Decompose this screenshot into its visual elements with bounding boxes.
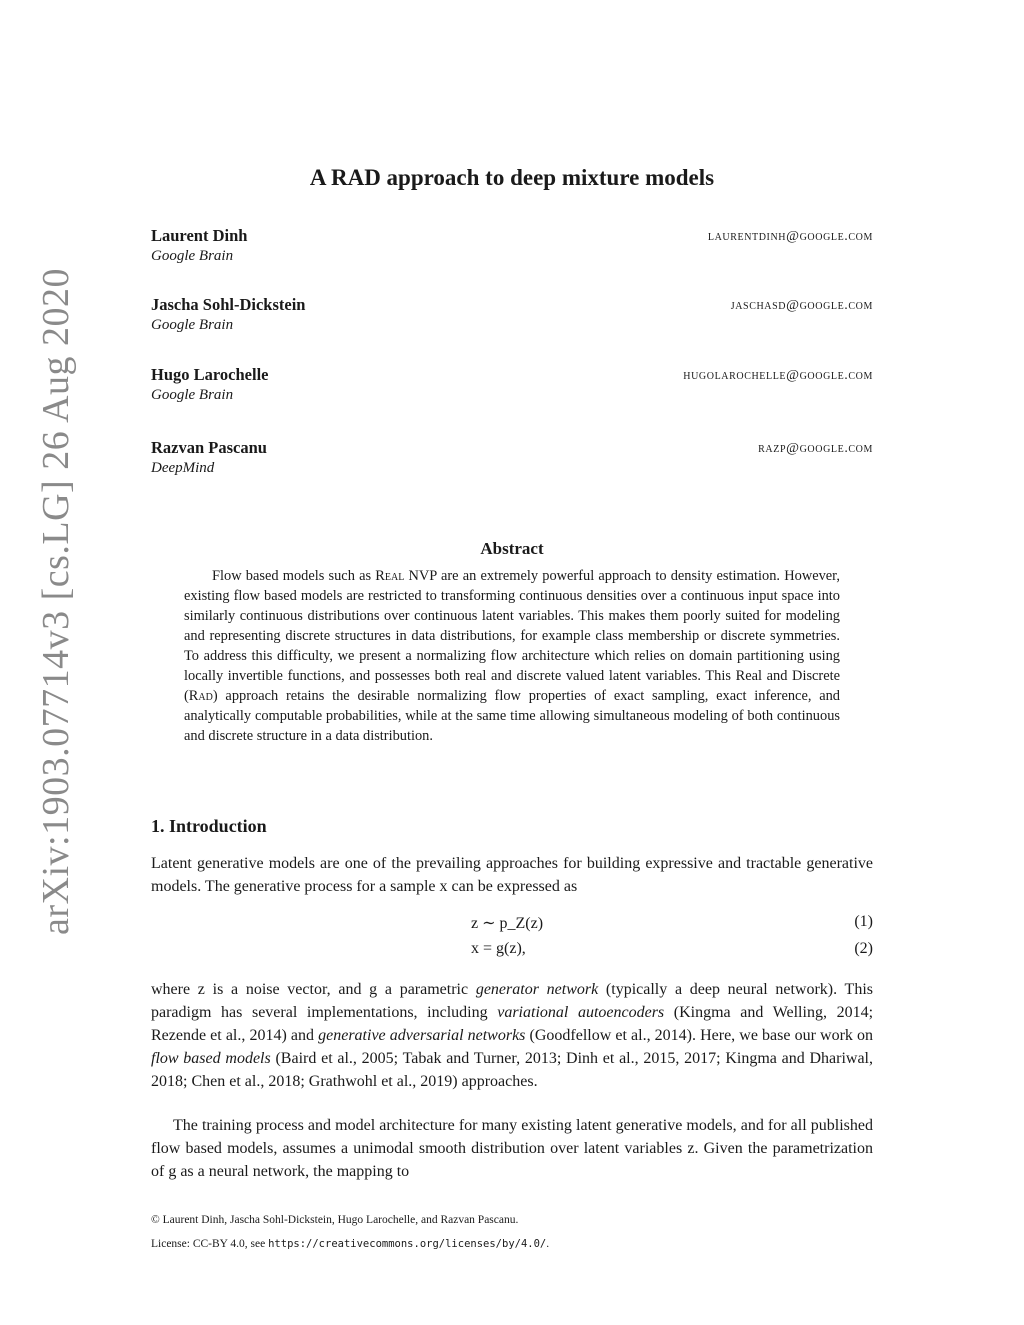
author-email[interactable]: hugolarochelle@google.com [683, 368, 873, 383]
author-affiliation: DeepMind [151, 460, 215, 476]
author-name: Laurent Dinh [151, 226, 248, 245]
author-affiliation: Google Brain [151, 248, 234, 264]
equation-number: (1) [854, 913, 873, 930]
abstract-text: Flow based models such as Real NVP are an extremely powerful approach to density estimation. However, existing flow based models are restricted to transforming continuous densities over a continuous input space into similarly continuous distributions over continuous latent variables. This makes them poorly suited for modeling and representing discrete structures in data distributions, for example class membership or discrete symmetries. To address this difficulty, we present a normalizing flow architecture which relies on domain partitioning using locally invertible functions, and possesses both real and discrete valued latent variables. This Real and Discrete (Rad) approach retains the desirable normalizing flow properties of exact sampling, exact inference, and analytically computable probabilities, while at the same time allowing simultaneous modeling of both continuous and discrete structure in a data distribution. [184, 568, 840, 744]
author-affiliation: Google Brain [151, 317, 234, 333]
paper-title: A RAD approach to deep mixture models [309, 165, 715, 190]
section-heading: 1. Introduction [151, 816, 267, 836]
abstract-heading: Abstract [480, 539, 544, 558]
author-block [151, 438, 873, 477]
body-paragraph: where z is a noise vector, and g a parametric generator network (typically a deep neural network). This paradigm has several implementations, including variational autoencoders (Kingma and Welling, 2014; Rezende et al., 2014) and generative adversarial networks (Goodfellow et al., 2014). Here, we base our work on flow based models (Baird et al., 2005; Tabak and Turner, 2013; Dinh et al., 2015, 2017; Kingma and Dhariwal, 2018; Chen et al., 2018; Grathwohl et al., 2019) approaches. [151, 981, 874, 1090]
equation-2 [151, 940, 873, 962]
intro-paragraph: Latent generative models are one of the prevailing approaches for building expressive and tractable generative models. The generative process for a sample x can be expressed as [151, 855, 873, 895]
author-block [151, 365, 873, 404]
equation-number: (2) [854, 940, 873, 957]
body-paragraph: The training process and model architecture for many existing latent generative models, and for all published flow based models, assumes a unimodal smooth distribution over latent variables z. Given the parametrization of g as a neural network, the mapping to [151, 1117, 873, 1180]
author-email[interactable]: laurentdinh@google.com [707, 229, 873, 244]
author-name: Razvan Pascanu [151, 438, 267, 457]
author-email[interactable]: razp@google.com [758, 441, 873, 456]
arxiv-identifier: arXiv:1903.07714v3 [cs.LG] 26 Aug 2020 [35, 267, 77, 935]
equation-expression: z ∼ p_Z(z) [471, 915, 544, 932]
author-affiliation: Google Brain [151, 387, 234, 403]
equation-expression: x = g(z), [471, 940, 526, 957]
license-notice: License: CC-BY 4.0, see https://creativecommons.org/licenses/by/4.0/. [151, 1238, 550, 1250]
author-name: Jascha Sohl-Dickstein [151, 295, 306, 314]
equation-1 [151, 913, 873, 935]
author-block [151, 295, 873, 334]
author-block [151, 226, 873, 265]
author-email[interactable]: jaschasd@google.com [730, 298, 873, 313]
author-name: Hugo Larochelle [151, 365, 269, 384]
license-link[interactable]: https://creativecommons.org/licenses/by/4.0/ [268, 1238, 547, 1250]
copyright-notice: © Laurent Dinh, Jascha Sohl-Dickstein, Hugo Larochelle, and Razvan Pascanu. [151, 1214, 519, 1226]
